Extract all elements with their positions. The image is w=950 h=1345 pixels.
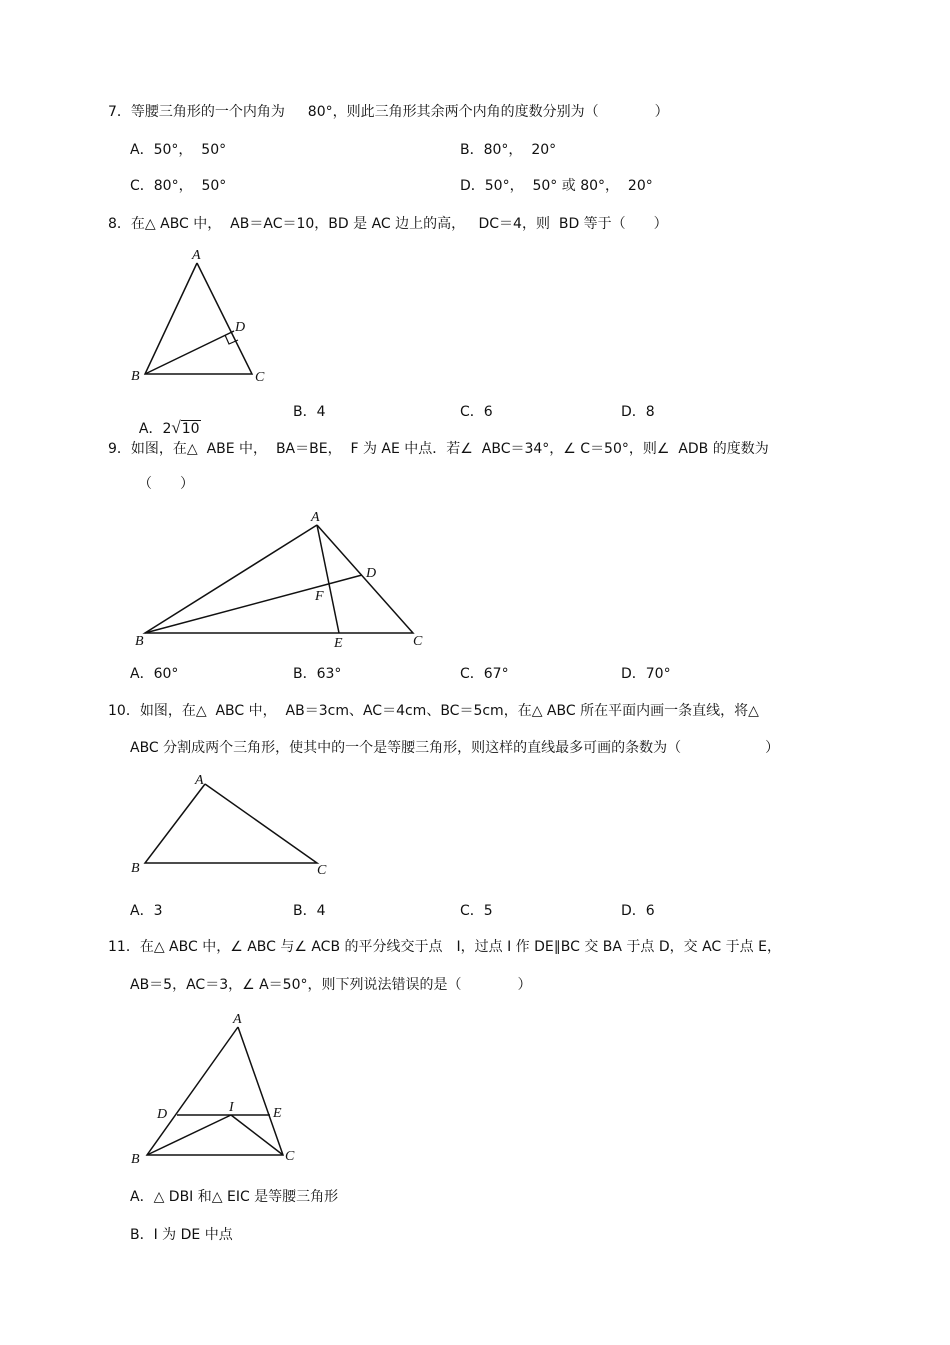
q8-option-a-prefix: A．2 xyxy=(138,421,172,437)
q8-option-b: B．4 xyxy=(293,404,326,420)
q9-option-b: B．63° xyxy=(293,666,342,682)
q11-label-e: E xyxy=(273,1106,282,1121)
q8-label-a: A xyxy=(192,248,201,263)
q9-label-b: B xyxy=(135,634,144,649)
q7-option-d: D．50°， 50° 或 80°， 20° xyxy=(460,178,653,194)
q11-stem-line1: 11．在△ ABC 中，∠ ABC 与∠ ACB 的平分线交于点 I，过点 I 作 DE∥BC 交 BA 于点 D，交 AC 于点 E， xyxy=(108,939,781,955)
q9-label-a: A xyxy=(311,510,320,525)
q8-triangle-figure xyxy=(125,243,280,388)
q10-option-b: B．4 xyxy=(293,903,326,919)
q7-option-b: B．80°， 20° xyxy=(460,142,557,158)
q10-option-d: D．6 xyxy=(621,903,655,919)
q9-label-f: F xyxy=(315,589,324,604)
q10-label-c: C xyxy=(317,863,327,878)
q8-label-c: C xyxy=(255,370,265,385)
q9-option-d: D．70° xyxy=(621,666,671,682)
q8-option-a xyxy=(130,401,201,438)
q9-label-c: C xyxy=(413,634,423,649)
sqrt-symbol: √ xyxy=(171,418,181,437)
q10-stem-line2: ABC 分割成两个三角形，使其中的一个是等腰三角形，则这样的直线最多可画的条数为（ ） xyxy=(130,740,780,756)
q8-label-d: D xyxy=(235,320,246,335)
q10-option-a: A．3 xyxy=(130,903,163,919)
q7-option-a: A．50°， 50° xyxy=(130,142,227,158)
q9-triangle-figure xyxy=(125,505,440,655)
q8-option-a-radicand: 10 xyxy=(181,421,200,437)
q7-stem: 7．等腰三角形的一个内角为 80°，则此三角形其余两个内角的度数分别为（ ） xyxy=(108,104,669,120)
q10-label-b: B xyxy=(131,861,140,876)
q8-stem: 8．在△ ABC 中， AB＝AC＝10，BD 是 AC 边上的高， DC＝4，则 BD 等于（ ） xyxy=(108,216,668,232)
q10-label-a: A xyxy=(195,773,204,788)
q10-option-c: C．5 xyxy=(460,903,493,919)
q9-stem-line1: 9．如图，在△ ABE 中， BA＝BE， F 为 AE 中点．若∠ ABC＝34°，∠ C＝50°，则∠ ADB 的度数为 xyxy=(108,441,769,457)
q11-label-i: I xyxy=(229,1100,234,1115)
q9-label-d: D xyxy=(366,566,377,581)
q11-label-d: D xyxy=(157,1107,168,1122)
q8-label-b: B xyxy=(131,369,140,384)
q9-option-c: C．67° xyxy=(460,666,509,682)
q9-label-e: E xyxy=(334,636,343,651)
q9-option-a: A．60° xyxy=(130,666,179,682)
q7-option-c: C．80°， 50° xyxy=(130,178,227,194)
q11-triangle-figure xyxy=(125,1005,305,1170)
q11-label-a: A xyxy=(233,1012,242,1027)
q11-label-c: C xyxy=(285,1149,295,1164)
q11-stem-line2: AB＝5，AC＝3，∠ A＝50°，则下列说法错误的是（ ） xyxy=(130,977,532,993)
q10-stem-line1: 10．如图，在△ ABC 中， AB＝3cm、AC＝4cm、BC＝5cm，在△ ABC 所在平面内画一条直线，将△ xyxy=(108,703,759,719)
q10-triangle-figure xyxy=(125,768,340,883)
q11-option-a: A．△ DBI 和△ EIC 是等腰三角形 xyxy=(130,1189,339,1205)
q8-option-c: C．6 xyxy=(460,404,493,420)
q9-stem-line2: （ ） xyxy=(138,476,194,492)
q11-option-b: B．I 为 DE 中点 xyxy=(130,1227,233,1243)
q8-option-d: D．8 xyxy=(621,404,655,420)
q11-label-b: B xyxy=(131,1152,140,1167)
